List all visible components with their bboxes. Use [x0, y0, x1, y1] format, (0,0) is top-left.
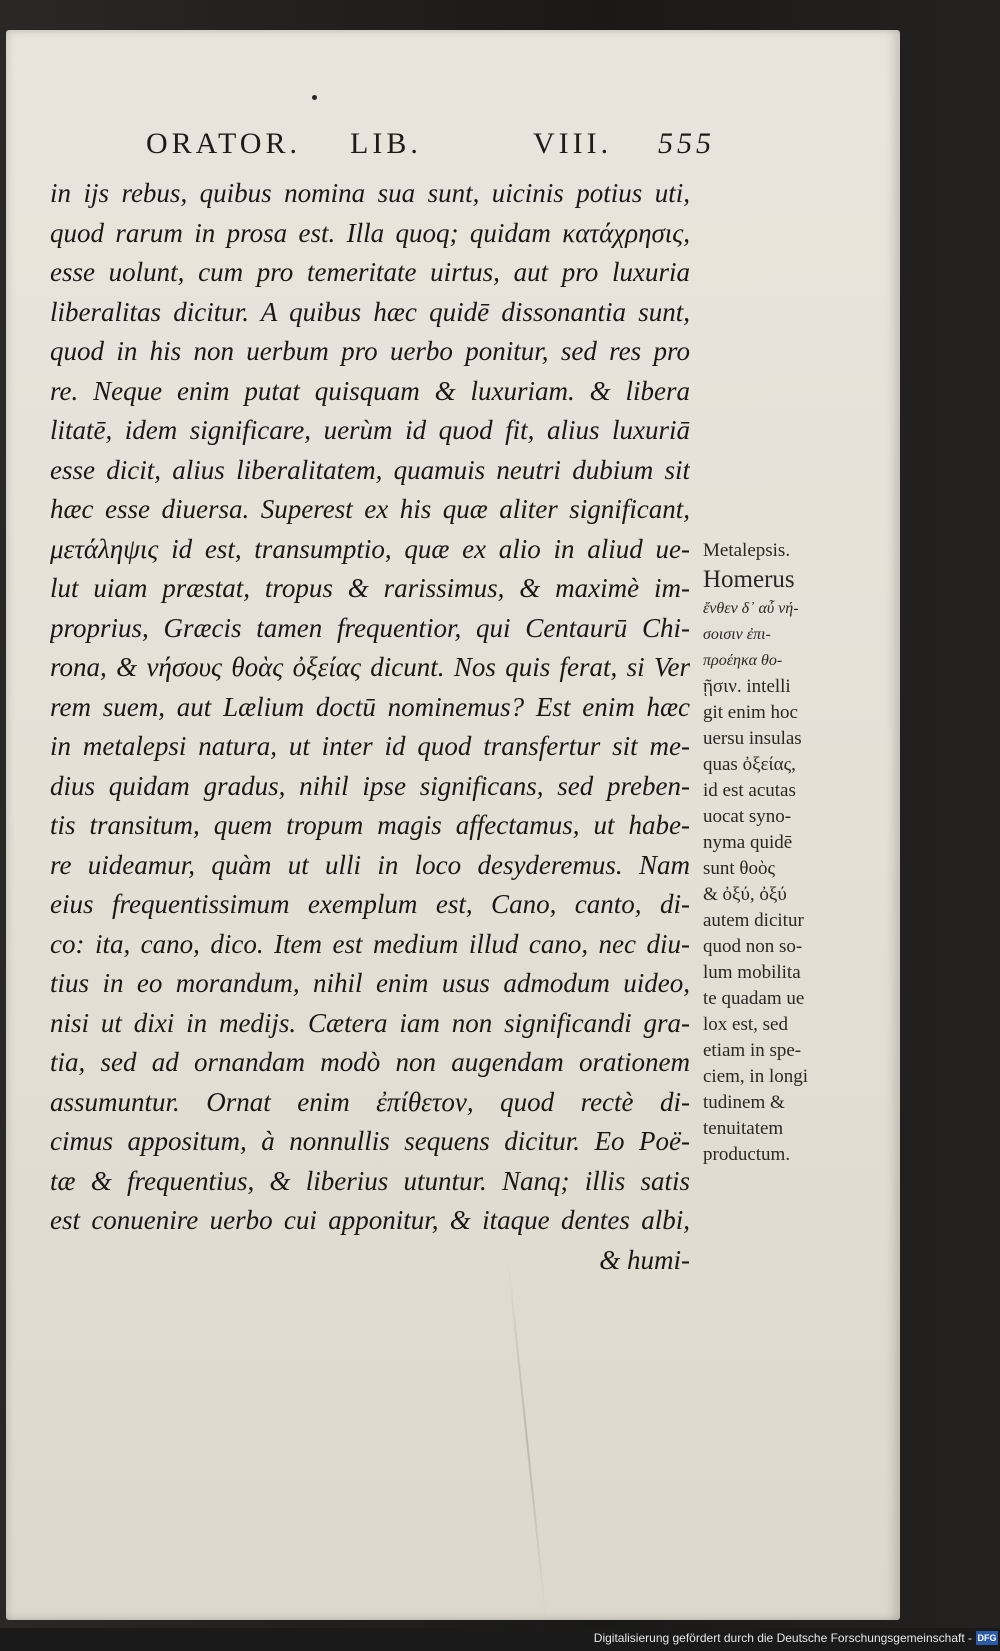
- margin-note-line: git enim hoc: [703, 702, 798, 723]
- text-line: tia, sed ad ornandam modò non augendam orationem: [50, 1047, 690, 1077]
- text-line: rona, & νήσους θοὰς ὀξείας dicunt. Nos quis ferat, si Ver: [50, 652, 690, 682]
- text-line: liberalitas dicitur. A quibus hæc quidē dissonantia sunt,: [50, 296, 690, 327]
- margin-note-line: tenuitatem: [703, 1118, 784, 1139]
- margin-note-line: quod non so-: [703, 936, 803, 957]
- margin-note-line: productum.: [703, 1144, 791, 1165]
- margin-note-line: προέηκα θο-: [703, 652, 783, 669]
- ink-dot: [312, 95, 317, 100]
- margin-note-line: sunt θοὸς: [703, 858, 776, 879]
- catchword-line: & humi-: [599, 1244, 690, 1275]
- text-line: tis transitum, quem tropum magis affectamus, ut habe-: [50, 810, 690, 840]
- margin-note-line: autem dicitur: [703, 910, 804, 931]
- margin-note-line: uersu insulas: [703, 728, 802, 749]
- text-line: proprius, Græcis tamen frequentior, qui Centaurū Chi-: [50, 612, 690, 643]
- header-lib: LIB.: [350, 127, 422, 160]
- margin-note-line: uocat syno-: [703, 806, 792, 827]
- page-number: 555: [658, 127, 715, 160]
- text-line: re. Neque enim putat quisquam & luxuriam. & libera: [50, 375, 690, 406]
- text-line: nisi ut dixi in medijs. Cætera iam non significandi gra-: [50, 1007, 690, 1038]
- header-book-number: VIII.: [533, 127, 613, 160]
- margin-note-line: lum mobilita: [703, 962, 801, 983]
- margin-note-line: etiam in spe-: [703, 1040, 802, 1061]
- paper-crease: [507, 1261, 547, 1619]
- margin-note-line: lox est, sed: [703, 1014, 788, 1035]
- margin-note-line: te quadam ue: [703, 988, 805, 1009]
- main-text-block: [50, 174, 690, 1280]
- text-line: hæc esse diuersa. Superest ex his quæ aliter significant,: [50, 494, 690, 524]
- text-line: quod rarum in prosa est. Illa quoq; quidam κατάχρησις,: [50, 217, 690, 248]
- text-line: μετάληψις id est, transumptio, quæ ex alio in aliud ue-: [50, 533, 690, 564]
- text-line: esse uolunt, cum pro temeritate uirtus, aut pro luxuria: [50, 257, 690, 287]
- text-line: litatē, idem significare, uerùm id quod fit, alius luxuriā: [50, 415, 690, 445]
- text-line: co: ita, cano, dico. Item est medium illud cano, nec diu-: [50, 928, 690, 959]
- text-line: rem suem, aut Lælium doctū nominemus? Est enim hæc: [50, 691, 690, 722]
- text-line: assumuntur. Ornat enim ἐπίθετον, quod rectè di-: [50, 1086, 690, 1117]
- funding-notice: Digitalisierung gefördert durch die Deutsche Forschungsgemeinschaft -: [593, 1631, 972, 1645]
- margin-note-line: nyma quidē: [703, 832, 793, 853]
- margin-note-line: Homerus: [703, 566, 795, 593]
- text-line: dius quidam gradus, nihil ipse significans, sed preben-: [50, 770, 690, 801]
- margin-note-line: ciem, in longi: [703, 1066, 809, 1087]
- text-line: in metalepsi natura, ut inter id quod transfertur sit me-: [50, 731, 690, 761]
- text-line: tius in eo morandum, nihil enim usus admodum uideo,: [50, 968, 690, 998]
- text-line: tæ & frequentius, & liberius utuntur. Nanq; illis satis: [50, 1165, 690, 1196]
- margin-note-line: quas ὀξείας,: [703, 754, 796, 775]
- text-line: re uideamur, quàm ut ulli in loco desyderemus. Nam: [50, 849, 690, 880]
- marginal-notes: [703, 538, 853, 1168]
- header-title: ORATOR.: [146, 127, 301, 160]
- text-line: cimus appositum, à nonnullis sequens dicitur. Eo Poë-: [50, 1126, 690, 1156]
- text-line: lut uiam præstat, tropus & rarissimus, & maximè im-: [50, 573, 690, 603]
- margin-note-line: id est acutas: [703, 780, 796, 801]
- text-line: quod in his non uerbum pro uerbo ponitur, sed res pro: [50, 336, 690, 366]
- text-line: eius frequentissimum exemplum est, Cano, canto, di-: [50, 889, 690, 919]
- margin-note-line: σοισιν ἐπι-: [703, 626, 771, 643]
- margin-note-line: tudinem &: [703, 1092, 785, 1113]
- text-line: est conuenire uerbo cui apponitur, & itaque dentes albi,: [50, 1205, 690, 1235]
- text-line: in ijs rebus, quibus nomina sua sunt, uicinis potius uti,: [50, 178, 690, 208]
- running-header: [0, 127, 900, 165]
- margin-note-line: ἔνθεν δ᾽ αὖ νή-: [703, 600, 799, 617]
- margin-note-line: & ὀξύ, ὀξύ: [703, 884, 787, 905]
- digitization-footer: [0, 1628, 1000, 1651]
- text-line: esse dicit, alius liberalitatem, quamuis neutri dubium sit: [50, 454, 690, 485]
- margin-note-line: Metalepsis.: [703, 540, 791, 561]
- dfg-logo: DFG: [977, 1633, 997, 1643]
- margin-note-line: ῇσιν. intelli: [703, 676, 791, 697]
